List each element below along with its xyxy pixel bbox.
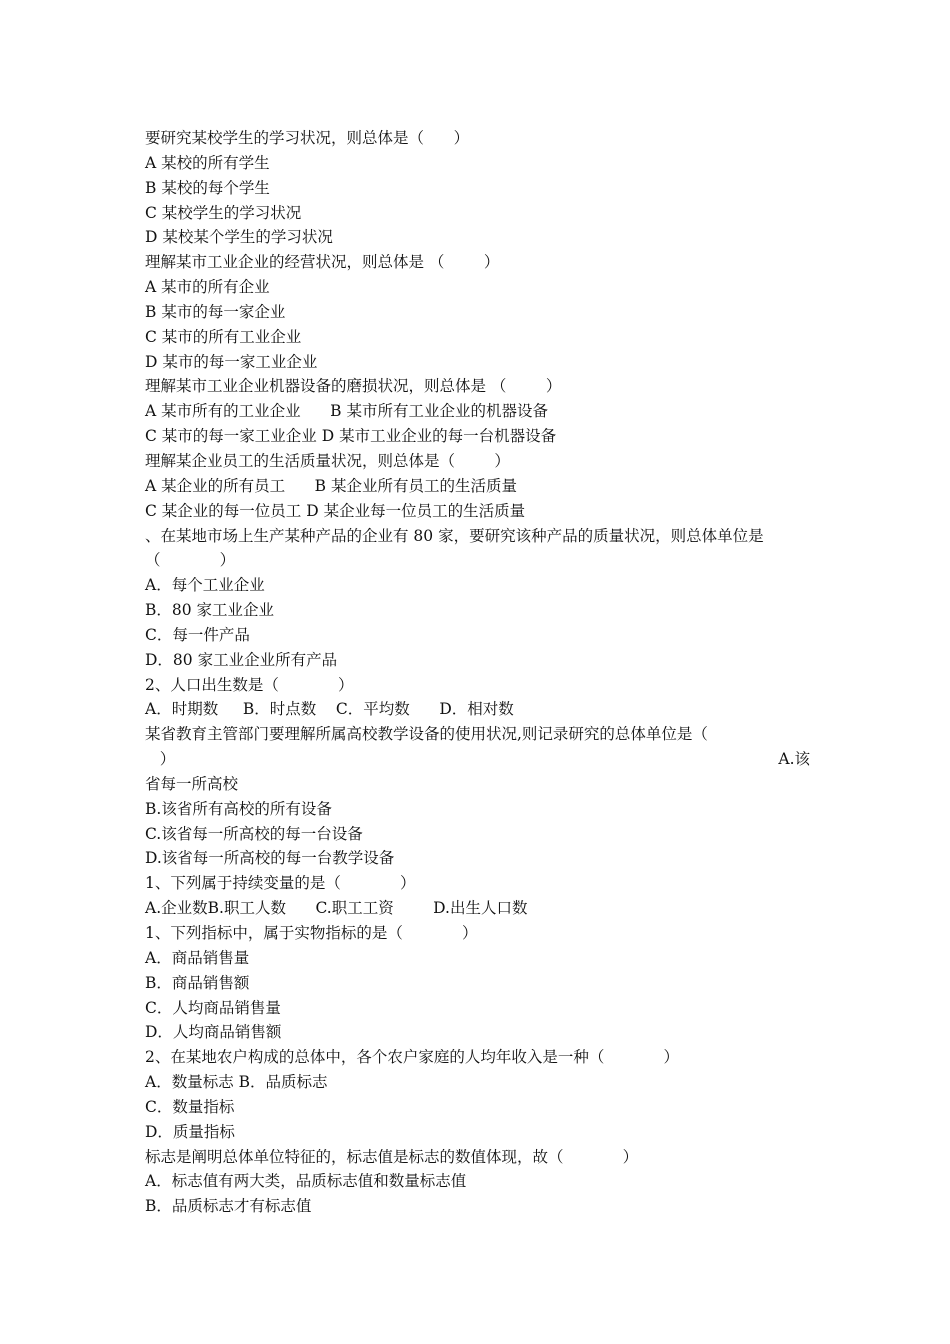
text-line: A 某校的所有学生 <box>145 153 270 172</box>
text-line: A．数量标志 B．品质标志 <box>145 1073 328 1092</box>
text-line: C．人均商品销售量 <box>145 998 281 1017</box>
split-line-right: A.该 <box>778 750 810 769</box>
text-line: A．时期数 B．时点数 C．平均数 D．相对数 <box>145 700 514 719</box>
text-line: D．质量指标 <box>145 1122 235 1141</box>
text-line: C.该省每一所高校的每一台设备 <box>145 824 363 843</box>
text-line: B.该省所有高校的所有设备 <box>145 799 332 818</box>
split-line <box>145 747 810 772</box>
text-line: C．每一件产品 <box>145 625 250 644</box>
text-line: 理解某市工业企业机器设备的磨损状况，则总体是 （ ） <box>145 377 562 396</box>
split-line-left: ） <box>145 750 176 769</box>
text-line: 要研究某校学生的学习状况，则总体是（ ） <box>145 129 470 147</box>
text-line: 某省教育主管部门要理解所属高校教学设备的使用状况,则记录研究的总体单位是（ <box>145 725 708 744</box>
text-line: （ ） <box>145 551 236 570</box>
text-line: 1、下列指标中，属于实物指标的是（ ） <box>145 924 478 942</box>
text-line: C．数量指标 <box>145 1097 235 1116</box>
text-line: A．每个工业企业 <box>145 576 265 595</box>
text-line: C 某市的所有工业企业 <box>145 327 302 346</box>
text-line: B 某市的每一家企业 <box>145 302 286 321</box>
text-line: 、在某地市场上生产某种产品的企业有 80 家，要研究该种产品的质量状况，则总体单位是 <box>145 526 764 545</box>
text-line: 1、下列属于持续变量的是（ ） <box>145 874 416 893</box>
text-line: 省每一所高校 <box>145 774 239 793</box>
text-line: B．80 家工业企业 <box>145 601 275 620</box>
text-line: B 某校的每个学生 <box>145 178 270 197</box>
text-line: 标志是阐明总体单位特征的，标志值是标志的数值体现，故（ ） <box>145 1147 639 1166</box>
text-line: D 某校某个学生的学习状况 <box>145 228 333 247</box>
text-line: A.企业数B.职工人数 C.职工工资 D.出生人口数 <box>145 899 528 918</box>
text-line: 理解某市工业企业的经营状况，则总体是 （ ） <box>145 253 500 272</box>
text-line: C 某校学生的学习状况 <box>145 203 302 222</box>
text-line: A．标志值有两大类，品质标志值和数量标志值 <box>145 1172 467 1191</box>
text-line: 理解某企业员工的生活质量状况，则总体是（ ） <box>145 451 510 470</box>
text-line: A．商品销售量 <box>145 948 250 967</box>
text-line: A 某市的所有企业 <box>145 278 270 297</box>
text-line: D．80 家工业企业所有产品 <box>145 650 338 669</box>
text-line: A 某市所有的工业企业 B 某市所有工业企业的机器设备 <box>145 402 549 421</box>
text-line: A 某企业的所有员工 B 某企业所有员工的生活质量 <box>145 476 518 495</box>
text-line: 2、人口出生数是（ ） <box>145 675 354 694</box>
question-text-block <box>145 126 810 1219</box>
text-line: D．人均商品销售额 <box>145 1023 282 1042</box>
text-line: 2、在某地农户构成的总体中，各个农户家庭的人均年收入是一种（ ） <box>145 1048 679 1067</box>
text-line: B．品质标志才有标志值 <box>145 1197 312 1216</box>
text-line: B．商品销售额 <box>145 973 250 992</box>
text-line: D 某市的每一家工业企业 <box>145 352 318 371</box>
text-line: D.该省每一所高校的每一台教学设备 <box>145 849 395 868</box>
text-line: C 某企业的每一位员工 D 某企业每一位员工的生活质量 <box>145 501 526 520</box>
text-line: C 某市的每一家工业企业 D 某市工业企业的每一台机器设备 <box>145 427 557 446</box>
